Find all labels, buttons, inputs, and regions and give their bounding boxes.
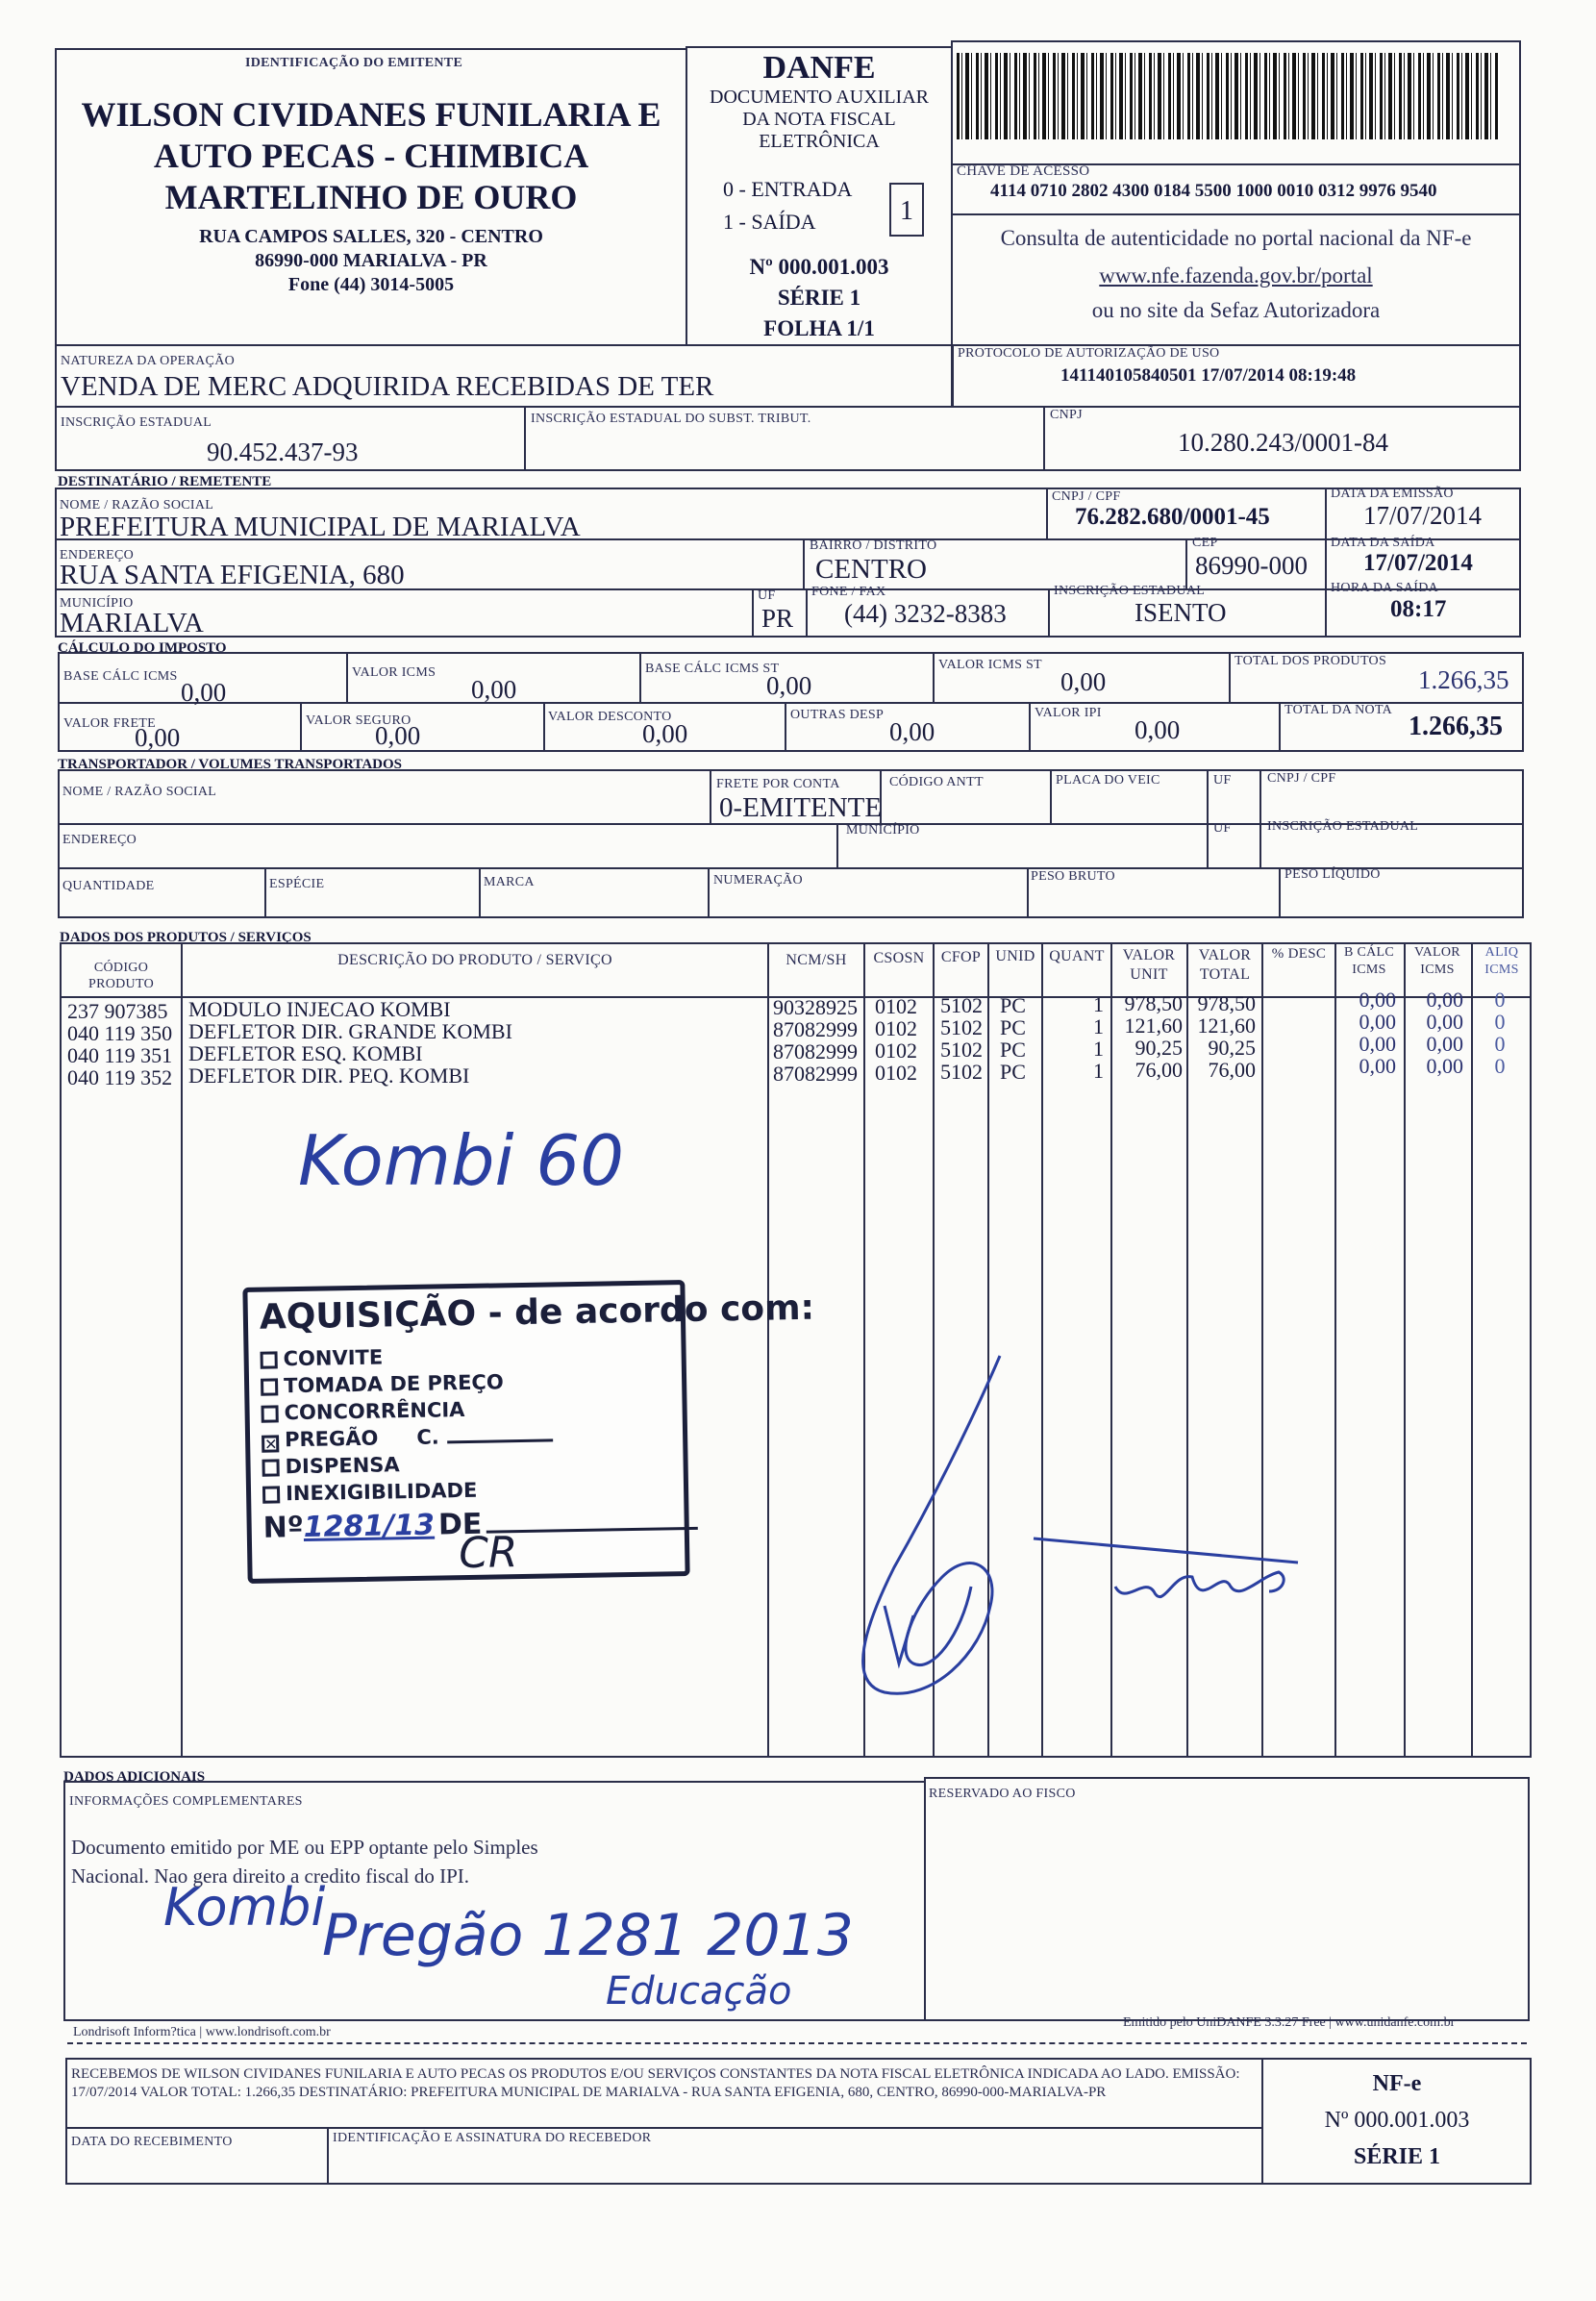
table-row-3-descricao: DEFLETOR ESQ. KOMBI — [188, 1041, 423, 1065]
dest-saida-label: DATA DA SAÍDA — [1331, 536, 1435, 550]
dest-saida: 17/07/2014 — [1363, 550, 1473, 576]
table-row-3-aliq: 0 — [1494, 1032, 1506, 1056]
transp-frete-label: FRETE POR CONTA — [716, 777, 840, 791]
ie-value: 90.452.437-93 — [207, 438, 359, 466]
danfe-title-block — [687, 50, 951, 153]
info-text: Documento emitido por ME ou EPP optante pelo Simples Nacional. Nao gera direito a credito fiscal do IPI. — [71, 1836, 538, 1888]
canhoto-nfe-block — [1263, 2065, 1531, 2175]
col-valor-total — [1188, 992, 1256, 1081]
cnpj-label: CNPJ — [1050, 408, 1083, 422]
emitente-city: 86990-000 MARIALVA - PR — [255, 250, 487, 271]
canhoto-assinatura-label: IDENTIFICAÇÃO E ASSINATURA DO RECEBEDOR — [333, 2131, 652, 2145]
dest-cep-label: CEP — [1192, 536, 1218, 550]
dest-hora: 08:17 — [1390, 596, 1447, 622]
table-row-2-valor-total: 121,60 — [1197, 1013, 1256, 1038]
natureza-value: VENDA DE MERC ADQUIRIDA RECEBIDAS DE TER — [61, 371, 714, 402]
danfe-subtitle3: ELETRÔNICA — [759, 131, 880, 152]
table-row-2-csosn: 0102 — [875, 1016, 917, 1040]
danfe-folha: FOLHA 1/1 — [763, 316, 875, 340]
table-row-4-bc-icms: 0,00 — [1359, 1054, 1396, 1078]
canhoto-nfe: NF-e — [1372, 2071, 1422, 2096]
frete-label: VALOR FRETE — [63, 716, 156, 731]
emitente-name-line1: WILSON CIVIDANES FUNILARIA E — [81, 95, 661, 134]
valor-icms: 0,00 — [471, 675, 517, 704]
transp-frete: 0-EMITENTE — [719, 792, 883, 823]
dest-cep: 86990-000 — [1195, 551, 1308, 580]
table-row-4-codigo: 040 119 352 — [67, 1065, 173, 1089]
table-row-4-unid: PC — [1000, 1060, 1026, 1084]
total-nota-label: TOTAL DA NOTA — [1284, 703, 1393, 717]
table-row-4-ncm: 87082999 — [773, 1062, 858, 1086]
danfe-serie: SÉRIE 1 — [777, 286, 861, 310]
table-row-3-valor-icms: 0,00 — [1426, 1032, 1463, 1056]
dest-ie: ISENTO — [1135, 598, 1227, 627]
stamp-option-dispensa — [262, 1453, 399, 1478]
aquisicao-stamp — [242, 1280, 815, 1584]
table-row-1-csosn: 0102 — [875, 994, 917, 1018]
table-row-1-valor-unit: 978,50 — [1124, 991, 1183, 1015]
th-desc: % DESC — [1271, 946, 1327, 962]
table-row-1-quant: 1 — [1093, 992, 1104, 1016]
col-ncm — [773, 996, 858, 1085]
protocolo-value: 141140105840501 17/07/2014 08:19:48 — [1060, 365, 1357, 386]
ie-label: INSCRIÇÃO ESTADUAL — [61, 415, 212, 430]
canhoto-numero: Nº 000.001.003 — [1324, 2108, 1470, 2133]
valor-st: 0,00 — [1060, 667, 1107, 696]
stamp-option-pregao — [262, 1423, 553, 1452]
col-quant — [1067, 993, 1104, 1082]
stamp-c-line — [447, 1438, 553, 1443]
table-row-1-aliq: 0 — [1494, 988, 1506, 1012]
col-aliq — [1473, 988, 1527, 1077]
table-row-4-aliq: 0 — [1494, 1054, 1506, 1078]
table-row-1-valor-icms: 0,00 — [1426, 988, 1463, 1012]
handwritten-kombi-note: Kombi 60 — [298, 1120, 625, 1201]
col-bc-icms — [1338, 988, 1396, 1077]
table-row-2-aliq: 0 — [1494, 1010, 1506, 1034]
danfe-numero-block — [687, 252, 951, 344]
base-icms-label: BASE CÁLC ICMS — [63, 669, 178, 684]
transp-nome-label: NOME / RAZÃO SOCIAL — [62, 785, 217, 799]
seguro: 0,00 — [375, 721, 421, 750]
seguro-label: VALOR SEGURO — [306, 713, 411, 728]
th-descricao: DESCRIÇÃO DO PRODUTO / SERVIÇO — [337, 952, 612, 968]
col-valor-unit — [1113, 992, 1183, 1081]
checkbox-icon — [262, 1486, 280, 1503]
table-row-4-quant: 1 — [1093, 1059, 1104, 1083]
th-csosn: CSOSN — [873, 950, 925, 966]
footer-left: Londrisoft Inform?tica | www.londrisoft.com.br — [73, 2025, 331, 2039]
fisco-box — [924, 1777, 1530, 2021]
table-row-2-descricao: DEFLETOR DIR. GRANDE KOMBI — [188, 1019, 512, 1043]
th-quant: QUANT — [1049, 948, 1105, 964]
adicionais-section-label: DADOS ADICIONAIS — [63, 1769, 206, 1785]
emitente-name — [60, 94, 683, 218]
th-valor-unit: VALOR UNIT — [1122, 947, 1176, 983]
info-label: INFORMAÇÕES COMPLEMENTARES — [69, 1794, 303, 1809]
stamp-option-tomada — [261, 1370, 504, 1397]
ipi: 0,00 — [1135, 715, 1181, 744]
table-row-1-ncm: 90328925 — [773, 995, 858, 1019]
transp-marca-label: MARCA — [484, 875, 535, 889]
barcode — [957, 53, 1500, 139]
emitente-phone: Fone (44) 3014-5005 — [287, 274, 455, 295]
stamp-date-line — [486, 1527, 697, 1534]
table-row-1-cfop: 5102 — [940, 993, 983, 1017]
stamp-option-label: PREGÃO — [284, 1426, 379, 1452]
stamp-option-label: CONVITE — [283, 1345, 384, 1371]
base-st-label: BASE CÁLC ICMS ST — [645, 662, 780, 676]
ie-st-label: INSCRIÇÃO ESTADUAL DO SUBST. TRIBUT. — [531, 412, 811, 426]
danfe-subtitle1: DOCUMENTO AUXILIAR — [710, 87, 929, 108]
col-unid — [1000, 994, 1026, 1083]
th-aliq-icms: ALIQ ICMS — [1484, 945, 1519, 977]
th-cfop: CFOP — [940, 949, 982, 965]
danfe-entrada: 0 - ENTRADA — [723, 177, 853, 201]
chave-label: CHAVE DE ACESSO — [957, 163, 1090, 179]
transp-cnpj-label: CNPJ / CPF — [1267, 771, 1336, 786]
table-row-4-valor-unit: 76,00 — [1135, 1058, 1183, 1082]
table-row-2-codigo: 040 119 350 — [67, 1021, 173, 1045]
base-icms: 0,00 — [181, 678, 227, 707]
dest-cnpj: 76.282.680/0001-45 — [1075, 504, 1270, 530]
col-cfop — [940, 994, 983, 1083]
stamp-option-convite — [260, 1346, 383, 1371]
transp-numeracao-label: NUMERAÇÃO — [713, 873, 803, 888]
dest-cnpj-label: CNPJ / CPF — [1052, 489, 1121, 504]
th-valor-icms: VALOR ICMS — [1414, 945, 1460, 977]
transp-quantidade-label: QUANTIDADE — [62, 879, 155, 893]
desconto: 0,00 — [642, 719, 688, 748]
emitente-address-block — [60, 225, 683, 297]
th-bc-icms: B CÁLC ICMS — [1344, 945, 1394, 977]
col-valor-icms — [1406, 988, 1463, 1077]
danfe-title: DANFE — [762, 50, 876, 86]
transp-uf-label: UF — [1213, 773, 1232, 788]
table-row-2-valor-icms: 0,00 — [1426, 1010, 1463, 1034]
outras-label: OUTRAS DESP — [790, 708, 885, 722]
table-row-3-valor-unit: 90,25 — [1135, 1036, 1183, 1060]
table-row-4-cfop: 5102 — [940, 1060, 983, 1084]
stamp-option-label: DISPENSA — [285, 1453, 400, 1479]
stamp-de-label: DE — [437, 1507, 483, 1542]
dest-municipio-label: MUNICÍPIO — [60, 596, 134, 611]
stamp-c-label: C. — [416, 1425, 439, 1449]
table-row-3-cfop: 5102 — [940, 1038, 983, 1062]
total-prod-label: TOTAL DOS PRODUTOS — [1234, 654, 1387, 668]
canhoto-recebemos: RECEBEMOS DE WILSON CIVIDANES FUNILARIA E AUTO PECAS OS PRODUTOS E/OU SERVIÇOS CONSTANTES DA NOTA FISCAL ELETRÔNICA INDICADA AO LADO. EMISSÃO: 17/07/2014 VALOR TOTAL: 1.266,35 DESTINATÁRIO: PREFEITURA MUNICIPAL DE MARIALVA - RUA SANTA EFIGENIA, 680, CENTRO, 86990-000-MARIALVA-PR — [71, 2066, 1240, 2100]
transp-endereco-label: ENDEREÇO — [62, 833, 137, 847]
ipi-label: VALOR IPI — [1035, 706, 1102, 720]
th-codigo: CÓDIGO PRODUTO — [88, 961, 154, 991]
table-row-3-bc-icms: 0,00 — [1359, 1032, 1396, 1056]
total-prod: 1.266,35 — [1418, 665, 1509, 694]
danfe-numero: Nº 000.001.003 — [749, 255, 889, 279]
table-row-3-codigo: 040 119 351 — [67, 1043, 173, 1067]
dest-fone: (44) 3232-8383 — [844, 599, 1007, 628]
valor-st-label: VALOR ICMS ST — [938, 658, 1042, 672]
dest-uf-label: UF — [758, 588, 776, 603]
table-row-4-descricao: DEFLETOR DIR. PEQ. KOMBI — [188, 1063, 470, 1088]
stamp-option-label: INEXIGIBILIDADE — [285, 1478, 478, 1506]
transp-ie-label: INSCRIÇÃO ESTADUAL — [1267, 819, 1419, 834]
dest-fone-label: FONE / FAX — [811, 585, 886, 599]
base-st: 0,00 — [766, 671, 812, 700]
table-row-3-unid: PC — [1000, 1038, 1026, 1062]
checkbox-icon — [261, 1351, 278, 1368]
destinatario-section-label: DESTINATÁRIO / REMETENTE — [58, 474, 272, 489]
cut-line — [67, 2042, 1527, 2044]
outras: 0,00 — [889, 717, 935, 746]
emitente-name-line2: AUTO PECAS - CHIMBICA — [153, 137, 589, 175]
checkbox-icon — [261, 1405, 278, 1422]
table-row-2-quant: 1 — [1093, 1014, 1104, 1038]
dest-nome-label: NOME / RAZÃO SOCIAL — [60, 498, 214, 513]
table-row-3-quant: 1 — [1093, 1037, 1104, 1061]
danfe-tipo-box: 1 — [889, 183, 924, 237]
transp-municipio-label: MUNICÍPIO — [846, 823, 920, 838]
stamp-numero-hand: 1281/13 — [303, 1508, 436, 1544]
table-row-3-csosn: 0102 — [875, 1038, 917, 1063]
dest-uf: PR — [761, 604, 794, 633]
th-valor-total: VALOR TOTAL — [1198, 947, 1252, 983]
footer-right: Emitido pelo UniDANFE 3.3.27 Free | www.unidanfe.com.br — [1123, 2015, 1456, 2030]
table-row-4-valor-total: 76,00 — [1208, 1058, 1256, 1082]
desconto-label: VALOR DESCONTO — [548, 710, 672, 724]
dest-bairro: CENTRO — [815, 554, 927, 585]
table-row-2-unid: PC — [1000, 1015, 1026, 1039]
transp-uf2-label: UF — [1213, 821, 1232, 836]
transp-placa-label: PLACA DO VEIC — [1056, 773, 1160, 788]
emitente-section-label: IDENTIFICAÇÃO DO EMITENTE — [245, 56, 463, 70]
col-codigo — [67, 1000, 172, 1088]
stamp-option-label: CONCORRÊNCIA — [284, 1398, 465, 1425]
stamp-title: AQUISIÇÃO - de acordo com: — [259, 1288, 815, 1338]
signature-right — [1029, 1519, 1336, 1625]
transportador-section-label: TRANSPORTADOR / VOLUMES TRANSPORTADOS — [58, 757, 403, 772]
valor-icms-label: VALOR ICMS — [352, 665, 436, 680]
table-row-4-csosn: 0102 — [875, 1061, 917, 1085]
checkbox-icon — [262, 1459, 279, 1476]
chave-url — [953, 263, 1519, 288]
emitente-address: RUA CAMPOS SALLES, 320 - CENTRO — [199, 226, 543, 247]
dest-bairro-label: BAIRRO / DISTRITO — [810, 538, 937, 553]
hand-kombi: Kombi — [163, 1877, 326, 1938]
canhoto-serie: SÉRIE 1 — [1353, 2144, 1441, 2169]
table-row-1-bc-icms: 0,00 — [1359, 988, 1396, 1012]
th-unid: UNID — [995, 948, 1035, 964]
cnpj-value: 10.280.243/0001-84 — [1178, 428, 1388, 457]
stamp-numero-label: Nº — [262, 1510, 305, 1545]
chave-consulta2: ou no site da Sefaz Autorizadora — [1091, 298, 1381, 322]
transp-especie-label: ESPÉCIE — [269, 877, 325, 891]
th-ncm: NCM/SH — [786, 952, 847, 968]
hand-pregao: Pregão 1281 2013 — [322, 1902, 854, 1969]
stamp-option-inexigibilidade — [262, 1479, 478, 1506]
table-row-1-codigo: 237 907385 — [67, 999, 168, 1023]
dest-emissao-label: DATA DA EMISSÃO — [1331, 487, 1454, 501]
total-nota: 1.266,35 — [1409, 712, 1503, 741]
table-row-2-valor-unit: 121,60 — [1124, 1013, 1183, 1038]
table-row-1-unid: PC — [1000, 993, 1026, 1017]
table-row-3-ncm: 87082999 — [773, 1039, 858, 1063]
table-row-3-valor-total: 90,25 — [1208, 1036, 1256, 1060]
table-row-1-valor-total: 978,50 — [1197, 991, 1256, 1015]
dest-emissao: 17/07/2014 — [1363, 501, 1483, 530]
table-row-2-cfop: 5102 — [940, 1015, 983, 1039]
canhoto-data-label: DATA DO RECEBIMENTO — [71, 2135, 233, 2149]
dest-nome: PREFEITURA MUNICIPAL DE MARIALVA — [60, 512, 581, 542]
dest-municipio: MARIALVA — [60, 608, 204, 638]
transp-peso-bruto-label: PESO BRUTO — [1031, 869, 1115, 884]
checkbox-checked-icon: ✕ — [262, 1435, 279, 1452]
table-row-2-bc-icms: 0,00 — [1359, 1010, 1396, 1034]
table-row-2-ncm: 87082999 — [773, 1017, 858, 1041]
transp-antt-label: CÓDIGO ANTT — [889, 775, 984, 789]
fisco-label: RESERVADO AO FISCO — [929, 1787, 1076, 1801]
imposto-section-label: CÁLCULO DO IMPOSTO — [58, 640, 227, 656]
produtos-section-label: DADOS DOS PRODUTOS / SERVIÇOS — [60, 930, 312, 945]
col-descricao — [188, 998, 512, 1087]
protocolo-label: PROTOCOLO DE AUTORIZAÇÃO DE USO — [958, 346, 1220, 361]
danfe-saida: 1 - SAÍDA — [723, 210, 816, 234]
danfe-subtitle2: DA NOTA FISCAL — [742, 109, 896, 130]
table-row-1-descricao: MODULO INJECAO KOMBI — [188, 997, 451, 1021]
dest-endereco: RUA SANTA EFIGENIA, 680 — [60, 560, 405, 590]
checkbox-icon — [261, 1378, 278, 1395]
frete: 0,00 — [135, 723, 181, 752]
chave-value: 4114 0710 2802 4300 0184 5500 1000 0010 0312 9976 9540 — [990, 181, 1437, 201]
emitente-name-line3: MARTELINHO DE OURO — [164, 178, 578, 216]
stamp-option-concorrencia — [261, 1398, 464, 1425]
stamp-initials: CR — [458, 1528, 518, 1579]
stamp-option-label: TOMADA DE PREÇO — [283, 1370, 504, 1398]
col-csosn — [875, 995, 917, 1084]
hand-educacao: Educação — [606, 1969, 792, 2013]
transp-peso-liquido-label: PESO LÍQUIDO — [1284, 867, 1381, 882]
chave-consulta1: Consulta de autenticidade no portal nacional da NF-e — [1000, 226, 1472, 250]
dest-ie-label: INSCRIÇÃO ESTADUAL — [1054, 584, 1206, 598]
chave-url-link[interactable]: www.nfe.fazenda.gov.br/portal — [1099, 263, 1373, 288]
natureza-label: NATUREZA DA OPERAÇÃO — [61, 354, 236, 368]
dest-hora-label: HORA DA SAÍDA — [1331, 581, 1439, 595]
dest-endereco-label: ENDEREÇO — [60, 548, 135, 563]
table-row-4-valor-icms: 0,00 — [1426, 1054, 1463, 1078]
